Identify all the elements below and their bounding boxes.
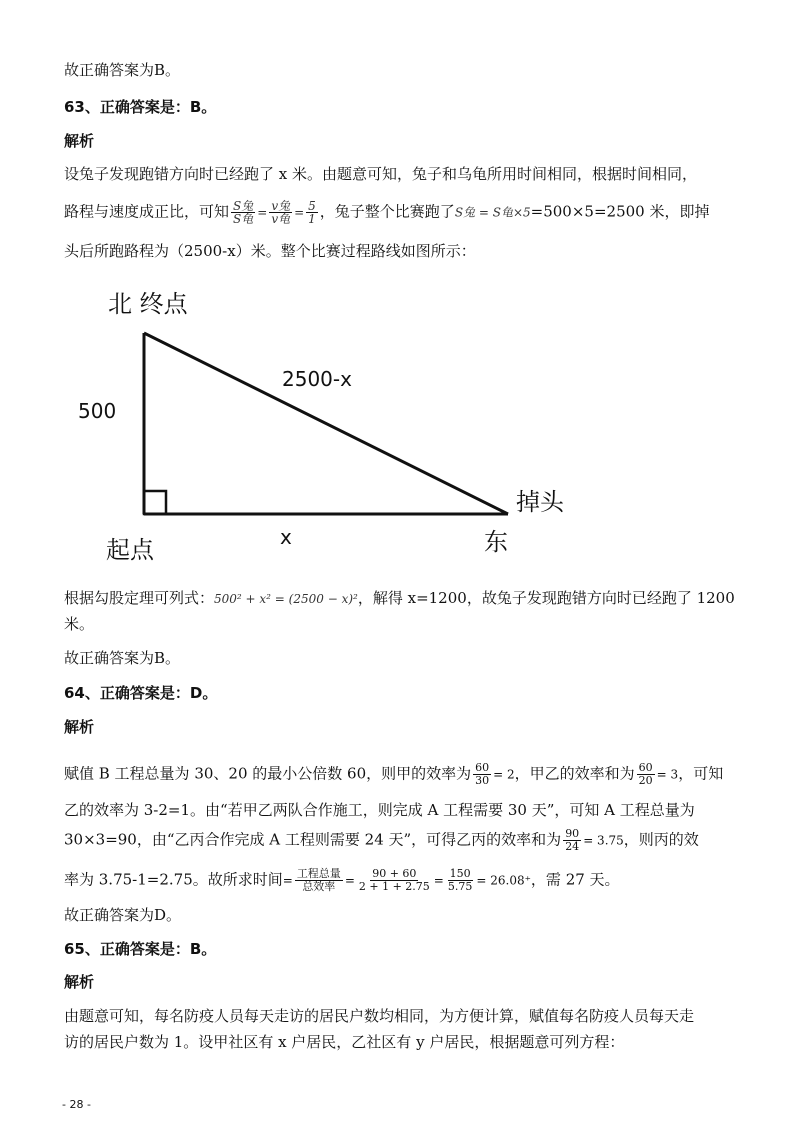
paragraph-line: 访的居民户数为 1。设甲社区有 x 户居民，乙社区有 y 户居民，根据题意可列方程： — [64, 1033, 625, 1051]
start-label: 起点 — [106, 536, 154, 564]
fraction: $\frac{\text{v兔}}{\text{v龟}}$ — [271, 199, 291, 226]
paragraph-line: 由题意可知，每名防疫人员每天走访的居民户数均相同，为方便计算，赋值每名防疫人员每天走 — [64, 1007, 695, 1025]
conclusion-text: 故正确答案为B。 — [64, 61, 181, 79]
equation: S兔 = S龟×5 — [454, 205, 531, 220]
text-span: 根据勾股定理可列式： — [64, 589, 215, 607]
fraction: $\frac{\text{工程总量}}{\text{总效率}}$ — [296, 867, 341, 893]
conclusion-text: 故正确答案为B。 — [64, 649, 181, 667]
text-span: 率为 3.75-1=2.75。故所求时间 — [64, 870, 283, 889]
fraction: $\frac{150}{5.75}$ — [447, 867, 473, 893]
analysis-heading: 解析 — [64, 132, 95, 150]
answer-heading-63: 63、正确答案是：B。 — [64, 98, 217, 116]
equation: 500² + x² = (2500 − x)² — [214, 592, 358, 606]
paragraph-line: 30×3=90，由“乙丙合作完成 A 工程则需要 24 天”，可得乙丙的效率和为 $\frac{90}{24}$ = 3.75，则丙的效 — [64, 827, 699, 853]
fraction: $\frac{90 + 60}{2 + 1 + 2.75}$ — [358, 867, 430, 893]
text-span: ，兔子整个比赛跑了 — [319, 202, 455, 221]
text-span: 路程与速度成正比，可知 — [64, 202, 230, 221]
analysis-heading: 解析 — [64, 973, 95, 991]
bottom-label: x — [280, 525, 292, 549]
paragraph-line: 路程与速度成正比，可知 $\frac{\text{S兔}}{\text{S龟}}$ = $\frac{\text{v兔}}{\text{v龟}}$ = $\frac{5}{1}$ ，兔子整个比赛跑了S兔 = S龟×5=500×5=2500 米，即掉 — [64, 199, 710, 226]
left-label: 500 — [78, 399, 117, 423]
paragraph-line: 率为 3.75-1=2.75。故所求时间= $\frac{\text{工程总量}}{\text{总效率}}$ = $\frac{90 + 60}{2 + 1 + 2.75}$ = $\frac{150}{5.75}$ = 26.08⁺，需 27 天。 — [64, 867, 620, 893]
route-diagram — [60, 278, 620, 578]
text-span: ，可知 — [678, 764, 724, 783]
fraction: $\frac{60}{20}$ — [638, 761, 653, 787]
page-number: - 28 - — [62, 1098, 91, 1111]
paragraph-line: 设兔子发现跑错方向时已经跑了 x 米。由题意可知，兔子和乌龟所用时间相同，根据时间相同， — [64, 165, 697, 183]
text-span: 赋值 B 工程总量为 30、20 的最小公倍数 60，则甲的效率为 — [64, 764, 472, 783]
text-span: ，解得 x=1200，故兔子发现跑错方向时已经跑了 1200 — [357, 589, 735, 607]
top-label: 北 终点 — [108, 290, 188, 318]
text-span: ，甲乙的效率和为 — [514, 764, 635, 783]
paragraph-line: 头后所跑路程为（2500-x）米。整个比赛过程路线如图所示： — [64, 242, 476, 260]
right-angle-marker — [144, 491, 166, 514]
text-span: ，需 27 天。 — [530, 870, 620, 889]
text-span: 30×3=90，由“乙丙合作完成 A 工程则需要 24 天”，可得乙丙的效率和为 — [64, 830, 562, 849]
turn-label: 掉头 — [516, 488, 564, 516]
fraction: $\frac{60}{30}$ — [475, 761, 490, 787]
paragraph-line: 米。 — [64, 615, 95, 633]
analysis-heading: 解析 — [64, 718, 95, 736]
east-label: 东 — [484, 528, 508, 556]
answer-heading-64: 64、正确答案是：D。 — [64, 684, 218, 702]
paragraph-line: 乙的效率为 3-2=1。由“若甲乙两队合作施工，则完成 A 工程需要 30 天”，可知 A 工程总量为 — [64, 801, 695, 819]
fraction: $\frac{90}{24}$ — [565, 827, 580, 853]
hypotenuse-label: 2500-x — [282, 367, 352, 391]
paragraph-line: 赋值 B 工程总量为 30、20 的最小公倍数 60，则甲的效率为 $\frac{60}{30}$ = 2，甲乙的效率和为 $\frac{60}{20}$ = 3，可知 — [64, 761, 724, 787]
text-span: =500×5=2500 米，即掉 — [530, 202, 710, 221]
hypotenuse — [144, 333, 508, 514]
answer-heading-65: 65、正确答案是：B。 — [64, 940, 217, 958]
conclusion-text: 故正确答案为D。 — [64, 906, 182, 924]
fraction: $\frac{5}{1}$ — [308, 199, 316, 226]
fraction: $\frac{\text{S兔}}{\text{S龟}}$ — [233, 199, 254, 226]
paragraph-line — [64, 588, 735, 609]
text-span: ，则丙的效 — [623, 830, 699, 849]
